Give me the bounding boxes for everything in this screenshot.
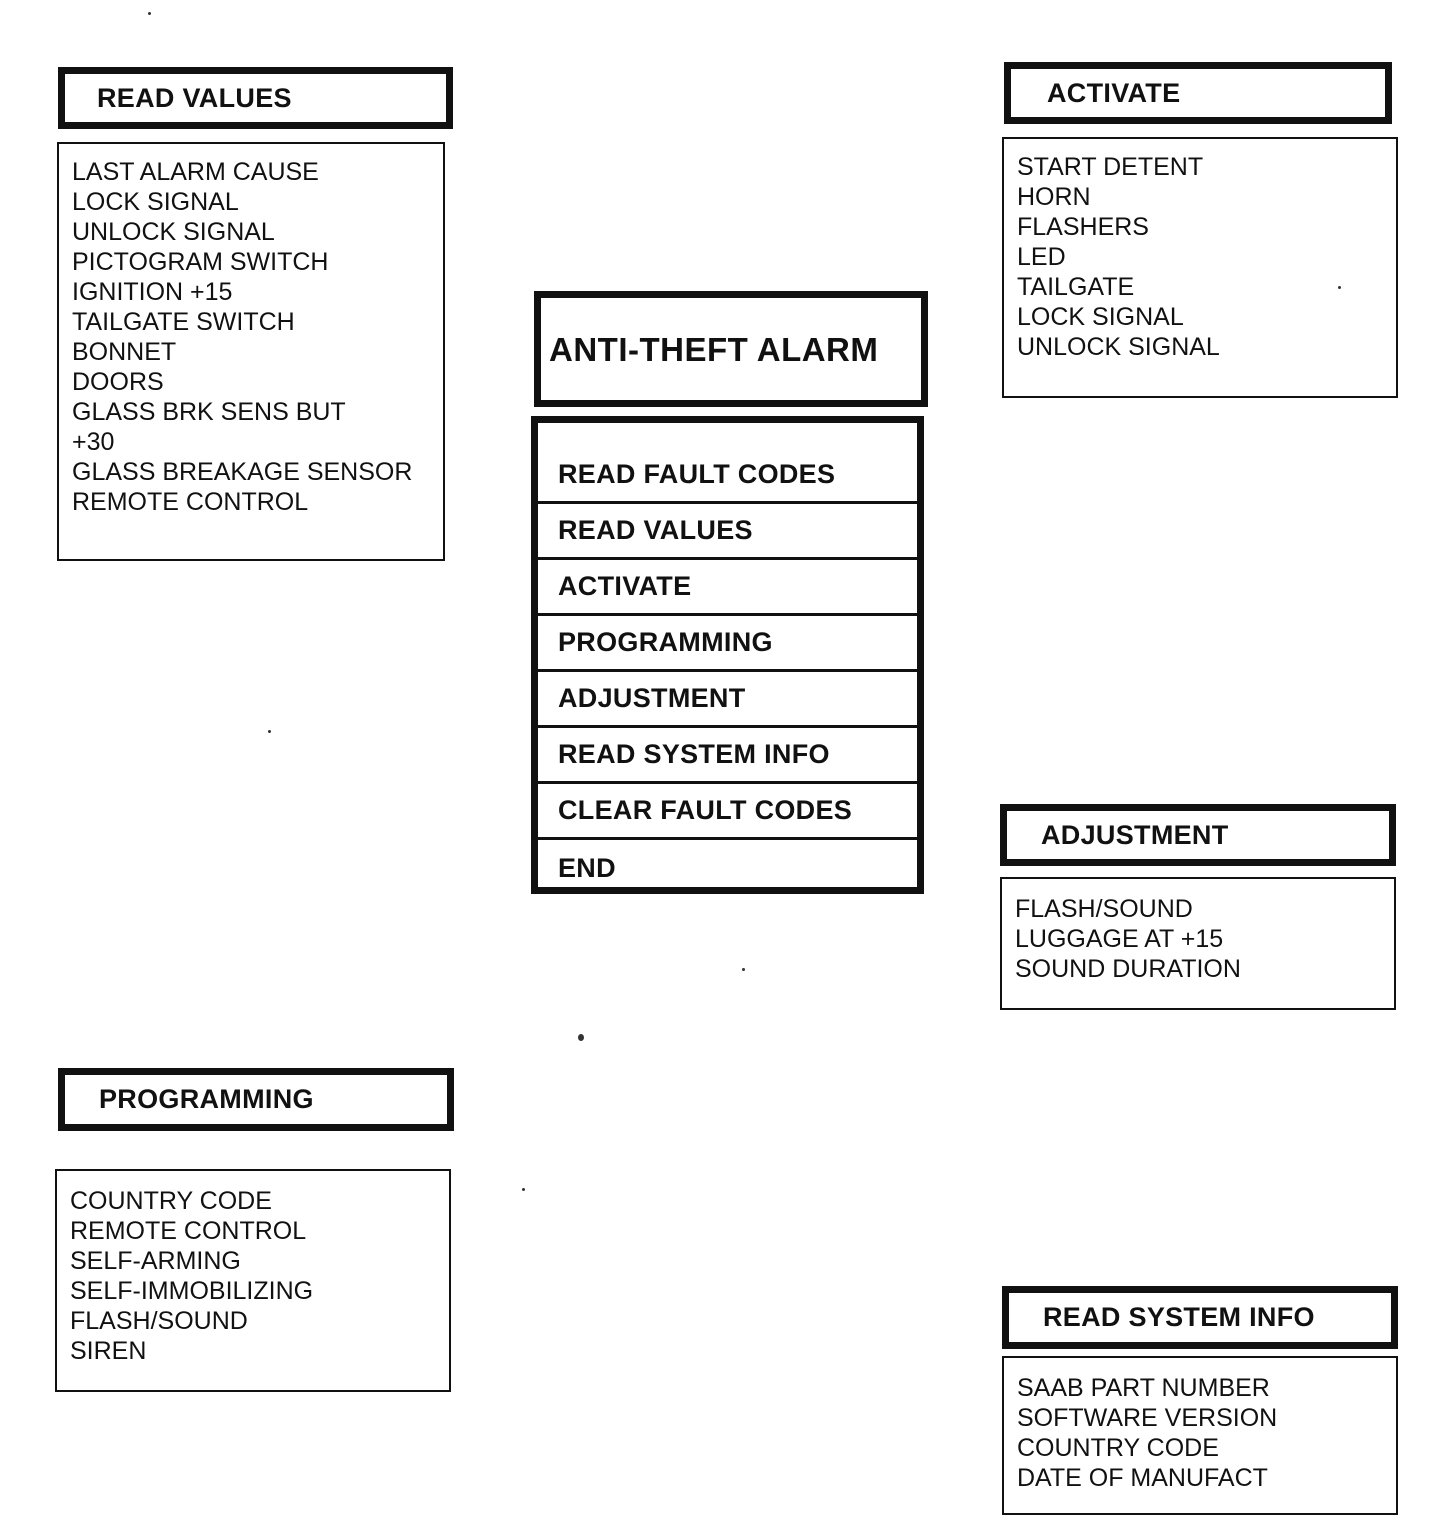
- list-item: SIREN: [70, 1337, 147, 1365]
- menu-item-read-values[interactable]: READ VALUES: [538, 504, 917, 560]
- list-item: PICTOGRAM SWITCH: [72, 248, 329, 276]
- list-item: REMOTE CONTROL: [72, 488, 309, 516]
- read-values-header: READ VALUES: [58, 67, 453, 129]
- read-system-info-list: [1002, 1356, 1398, 1515]
- list-item: IGNITION +15: [72, 278, 233, 306]
- activate-list: [1002, 137, 1398, 398]
- list-item: LUGGAGE AT +15: [1015, 925, 1224, 953]
- list-item: SOUND DURATION: [1015, 955, 1241, 983]
- list-item: LOCK SIGNAL: [72, 188, 239, 216]
- list-item: REMOTE CONTROL: [70, 1217, 307, 1245]
- menu-item-clear-fault-codes[interactable]: CLEAR FAULT CODES: [538, 784, 917, 840]
- scan-speck: [578, 1034, 584, 1041]
- list-item: BONNET: [72, 338, 177, 366]
- list-item: HORN: [1017, 183, 1091, 211]
- list-item: LOCK SIGNAL: [1017, 303, 1184, 331]
- list-item: TAILGATE SWITCH: [72, 308, 295, 336]
- menu-item-adjustment[interactable]: ADJUSTMENT: [538, 672, 917, 728]
- read-values-list: [57, 142, 445, 561]
- list-item: UNLOCK SIGNAL: [1017, 333, 1220, 361]
- list-item: FLASHERS: [1017, 213, 1149, 241]
- list-item: SOFTWARE VERSION: [1017, 1404, 1278, 1432]
- list-item: LAST ALARM CAUSE: [72, 158, 319, 186]
- list-item: SAAB PART NUMBER: [1017, 1374, 1270, 1402]
- main-menu: [531, 416, 924, 894]
- page-title: ANTI-THEFT ALARM: [534, 291, 928, 407]
- scan-speck: [1338, 286, 1341, 289]
- list-item: FLASH/SOUND: [70, 1307, 248, 1335]
- activate-header: ACTIVATE: [1004, 62, 1392, 124]
- scan-speck: [742, 968, 745, 971]
- list-item: COUNTRY CODE: [70, 1187, 272, 1215]
- menu-item-read-system-info[interactable]: READ SYSTEM INFO: [538, 728, 917, 784]
- list-item: +30: [72, 428, 115, 456]
- list-item: FLASH/SOUND: [1015, 895, 1193, 923]
- list-item: GLASS BREAKAGE SENSOR: [72, 458, 413, 486]
- scan-speck: [148, 12, 151, 15]
- adjustment-header: ADJUSTMENT: [1000, 804, 1396, 866]
- programming-header: PROGRAMMING: [58, 1068, 454, 1131]
- list-item: LED: [1017, 243, 1066, 271]
- list-item: SELF-IMMOBILIZING: [70, 1277, 314, 1305]
- programming-list: [55, 1169, 451, 1392]
- list-item: DOORS: [72, 368, 164, 396]
- read-system-info-header: READ SYSTEM INFO: [1002, 1286, 1398, 1349]
- menu-item-activate[interactable]: ACTIVATE: [538, 560, 917, 616]
- list-item: SELF-ARMING: [70, 1247, 241, 1275]
- list-item: START DETENT: [1017, 153, 1204, 181]
- list-item: GLASS BRK SENS BUT: [72, 398, 346, 426]
- list-item: UNLOCK SIGNAL: [72, 218, 275, 246]
- menu-item-read-fault-codes[interactable]: READ FAULT CODES: [538, 448, 917, 504]
- adjustment-list: [1000, 877, 1396, 1010]
- menu-item-programming[interactable]: PROGRAMMING: [538, 616, 917, 672]
- list-item: DATE OF MANUFACT: [1017, 1464, 1268, 1492]
- list-item: COUNTRY CODE: [1017, 1434, 1219, 1462]
- scan-speck: [522, 1188, 525, 1191]
- list-item: TAILGATE: [1017, 273, 1135, 301]
- scan-speck: [268, 730, 271, 733]
- menu-item-end[interactable]: END: [558, 852, 616, 883]
